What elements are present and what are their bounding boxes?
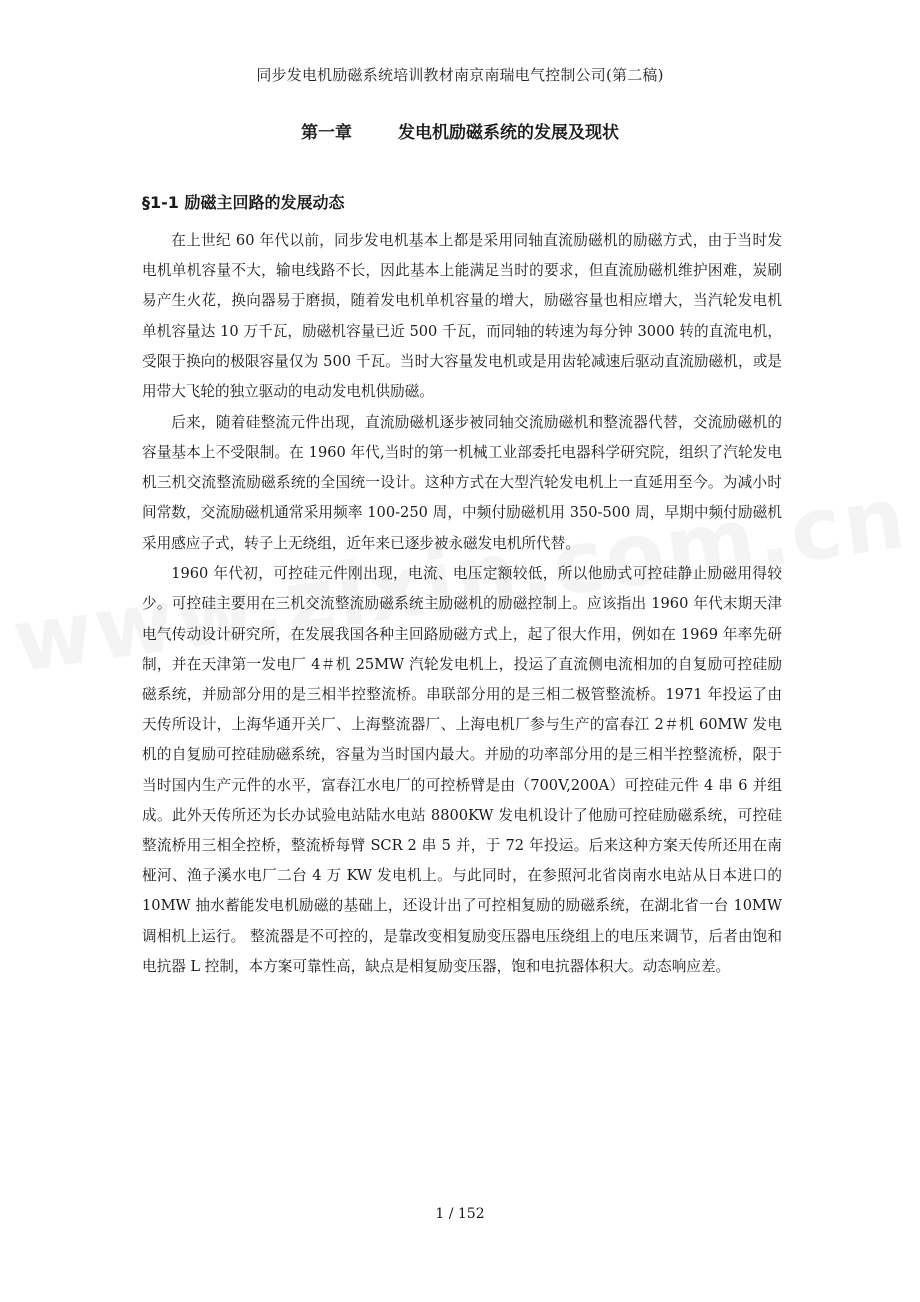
page-number: 1 / 152 (435, 1206, 485, 1222)
body-text (142, 226, 782, 983)
section-heading: §1-1 励磁主回路的发展动态 (142, 193, 345, 212)
paragraph: 后来，随着硅整流元件出现，直流励磁机逐步被同轴交流励磁机和整流器代替，交流励磁机的容量基本上不受限制。在 1960 年代,当时的第一机械工业部委托电器科学研究院，组织了汽轮发电机三机交流整流励磁系统的全国统一设计。这种方式在大型汽轮发电机上一直延用至今。为减小时间常数，交流励磁机通常采用频率 100-250 周，中频付励磁机用 350-500 周，早期中频付励磁机采用感应子式，转子上无绕组，近年来已逐步被永磁发电机所代替。 (142, 413, 782, 552)
chapter-title: 发电机励磁系统的发展及现状 (398, 123, 619, 143)
paragraph: 在上世纪 60 年代以前，同步发电机基本上都是采用同轴直流励磁机的励磁方式，由于当时发电机单机容量不大，输电线路不长，因此基本上能满足当时的要求，但直流励磁机维护困难，炭刷易产生火花，换向器易于磨损，随着发电机单机容量的增大，励磁容量也相应增大，当汽轮发电机单机容量达 10 万千瓦，励磁机容量已近 500 千瓦，而同轴的转速为每分钟 3000 转的直流电机，受限于换向的极限容量仅为 500 千瓦。当时大容量发电机或是用齿轮减速后驱动直流励磁机，或是用带大飞轮的独立驱动的电动发电机供励磁。 (142, 232, 782, 401)
running-header: 同步发电机励磁系统培训教材南京南瑞电气控制公司(第二稿) (256, 66, 664, 84)
chapter-number: 第一章 (301, 123, 352, 143)
paragraph: 1960 年代初，可控硅元件刚出现，电流、电压定额较低，所以他励式可控硅静止励磁用得较少。可控硅主要用在三机交流整流励磁系统主励磁机的励磁控制上。应该指出 1960 年代末期天津电气传动设计研究所，在发展我国各种主回路励磁方式上，起了很大作用，例如在 1969 年率先研制，并在天津第一发电厂 4＃机 25MW 汽轮发电机上，投运了直流侧电流相加的自复励可控硅励磁系统，并励部分用的是三相半控整流桥。串联部分用的是三相二极管整流桥。1971 年投运了由天传所设计，上海华通开关厂、上海整流器厂、上海电机厂参与生产的富春江 2＃机 60MW 发电机的自复励可控硅励磁系统，容量为当时国内最大。并励的功率部分用的是三相半控整流桥，限于当时国内生产元件的水平，富春江水电厂的可控桥臂是由（700V,200A）可控硅元件 4 串 6 并组成。此外天传所还为长办试验电站陆水电站 8800KW 发电机设计了他励可控硅励磁系统，可控硅整流桥用三相全控桥，整流桥每臂 SCR 2 串 5 并，于 72 年投运。后来这种方案天传所还用在南桠河、渔子溪水电厂二台 4 万 KW 发电机上。与此同时，在参照河北省岗南水电站从日本进口的 10MW 抽水蓄能发电机励磁的基础上，还设计出了可控相复励的励磁系统，在湖北省一台 10MW 调相机上运行。 整流器是不可控的，是靠改变相复励变压器电压绕组上的电压来调节，后者由饱和电抗器 L 控制，本方案可靠性高，缺点是相复励变压器，饱和电抗器体积大。动态响应差。 (142, 565, 782, 975)
chapter-heading (0, 118, 920, 143)
